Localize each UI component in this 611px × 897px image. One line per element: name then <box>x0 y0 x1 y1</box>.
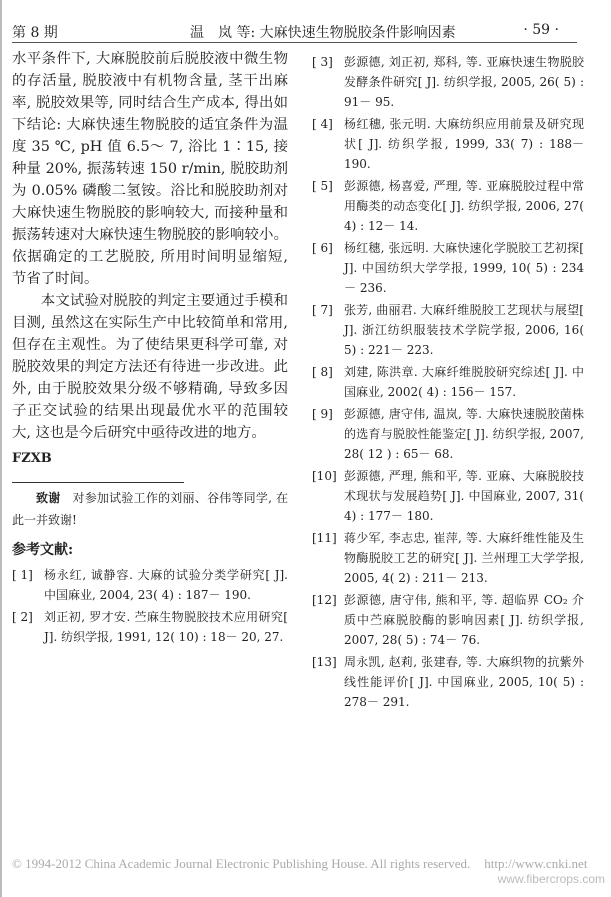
reference-number: [ 9] <box>312 407 333 421</box>
reference-item <box>312 466 584 526</box>
reference-text: 彭源德, 严理, 熊和平, 等. 亚麻、大麻脱胶技术现状与发展趋势[ J]. 中国麻业, 2007, 31( 4) : 177－ 180. <box>344 469 584 523</box>
reference-number: [ 8] <box>312 365 333 379</box>
reference-item <box>12 565 288 605</box>
reference-text: 蒋少军, 李志忠, 崔萍, 等. 大麻纤维性能及生物酶脱胶工艺的研究[ J]. 兰州理工大学学报, 2005, 4( 2) : 211－ 213. <box>344 531 584 585</box>
reference-text: 彭源德, 唐守伟, 熊和平, 等. 超临界 CO₂ 介质中苎麻脱胶酶的影响因素[ J]. 纺织学报, 2007, 28( 5) : 74－ 76. <box>344 593 584 647</box>
reference-item <box>312 176 584 236</box>
reference-text: 杨红穗, 张远明. 大麻快速化学脱胶工艺初探[ J]. 中国纺织大学学报, 1999, 10( 5) : 234－ 236. <box>344 241 584 295</box>
reference-number: [ 6] <box>312 241 333 255</box>
reference-text: 刘正初, 罗才安. 苎麻生物脱胶技术应用研究[ J]. 纺织学报, 1991, 12( 10) : 18－ 20, 27. <box>44 610 288 644</box>
reference-text: 刘建, 陈洪章. 大麻纤维脱胶研究综述[ J]. 中国麻业, 2002( 4) : 156－ 157. <box>344 365 584 399</box>
reference-text: 彭源德, 刘正初, 郑科, 等. 亚麻快速生物脱胶发酵条件研究[ J]. 纺织学报, 2005, 26( 5) : 91－ 95. <box>344 55 584 109</box>
copyright-footer <box>12 856 587 872</box>
reference-item <box>312 528 584 588</box>
page-number: · 59 · <box>523 22 559 38</box>
body-paragraph: 水平条件下, 大麻脱胶前后脱胶液中微生物的存活量, 脱胶液中有机物含量, 茎干出麻率, 脱胶效果等, 同时结合生产成本, 得出如下结论: 大麻快速生物脱胶的适宜条件为温度 35 ℃, pH 值 6.5～ 7, 浴比 1∶15, 接种量 20%, 振荡转速 150 r/min, 脱胶助剂为 0.05% 磷酸二氢铵。浴比和脱胶助剂对大麻快速生物脱胶的影响较大, 而接种量和振荡转速对大麻快速生物脱胶的影响较小。依据确定的工艺脱胶, 所用时间明显缩短, 节省了时间。 <box>12 51 288 287</box>
divider <box>12 482 184 483</box>
reference-text: 彭源德, 唐守伟, 温岚, 等. 大麻快速脱胶菌株的选育与脱胶性能鉴定[ J]. 纺织学报, 2007, 28( 12 ) : 65－ 68. <box>344 407 584 461</box>
reference-item <box>312 238 584 298</box>
reference-number: [ 7] <box>312 303 333 317</box>
reference-text: 周永凯, 赵莉, 张建春, 等. 大麻织物的抗紫外线性能评价[ J]. 中国麻业, 2005, 10( 5) : 278－ 291. <box>344 655 584 709</box>
acknowledgement <box>12 487 288 531</box>
reference-number: [13] <box>312 655 337 669</box>
running-title: 温 岚 等: 大麻快速生物脱胶条件影响因素 <box>190 25 456 41</box>
body-paragraph: 本文试验对脱胶的判定主要通过手模和目测, 虽然这在实际生产中比较简单和常用, 但存在主观性。为了使结果更科学可靠, 对脱胶效果的判定方法还有待进一步改进。此外, 由于脱胶效果分级不够精确, 导致多因子正交试验的结果出现最优水平的范围较大, 这也是今后研究中亟待改进的地方。 <box>12 293 288 441</box>
reference-item <box>312 114 584 174</box>
right-column <box>312 52 584 714</box>
journal-signature: FZXB <box>12 451 52 466</box>
reference-text: 杨永红, 诚静容. 大麻的试验分类学研究[ J]. 中国麻业, 2004, 23( 4) : 187－ 190. <box>44 568 288 602</box>
footer-link[interactable]: http://www.cnki.net <box>484 856 588 871</box>
reference-text: 彭源德, 杨喜爱, 严理, 等. 亚麻脱胶过程中常用酶类的动态变化[ J]. 纺织学报, 2006, 27( 4) : 12－ 14. <box>344 179 584 233</box>
running-header <box>12 22 577 43</box>
reference-number: [ 3] <box>312 55 333 69</box>
reference-item <box>12 607 288 647</box>
reference-number: [ 2] <box>12 610 33 624</box>
left-column <box>12 48 288 649</box>
reference-text: 张芳, 曲丽君. 大麻纤维脱胶工艺现状与展望[ J]. 浙江纺织服装技术学院学报, 2006, 16( 5) : 221－ 223. <box>344 303 584 357</box>
reference-item <box>312 590 584 650</box>
reference-item <box>312 300 584 360</box>
references-heading: 参考文献: <box>12 542 74 558</box>
reference-number: [10] <box>312 469 337 483</box>
reference-number: [ 4] <box>312 117 333 131</box>
reference-number: [12] <box>312 593 337 607</box>
issue-number: 第 8 期 <box>12 25 58 41</box>
reference-item <box>312 362 584 402</box>
reference-item <box>312 52 584 112</box>
reference-number: [ 1] <box>12 568 33 582</box>
acknowledgement-text: 对参加试验工作的刘丽、谷伟等同学, 在此一并致谢! <box>12 491 288 527</box>
reference-number: [11] <box>312 531 337 545</box>
watermark: www.fibercrops.com <box>497 872 605 886</box>
reference-text: 杨红穗, 张元明. 大麻纺织应用前景及研究现状[ J]. 纺织学报, 1999, 33( 7) : 188－ 190. <box>344 117 584 171</box>
copyright-text: © 1994-2012 China Academic Journal Electronic Publishing House. All rights reserved. <box>12 856 471 871</box>
reference-item <box>312 652 584 712</box>
reference-number: [ 5] <box>312 179 333 193</box>
acknowledgement-label: 致谢 <box>36 491 61 505</box>
reference-item <box>312 404 584 464</box>
